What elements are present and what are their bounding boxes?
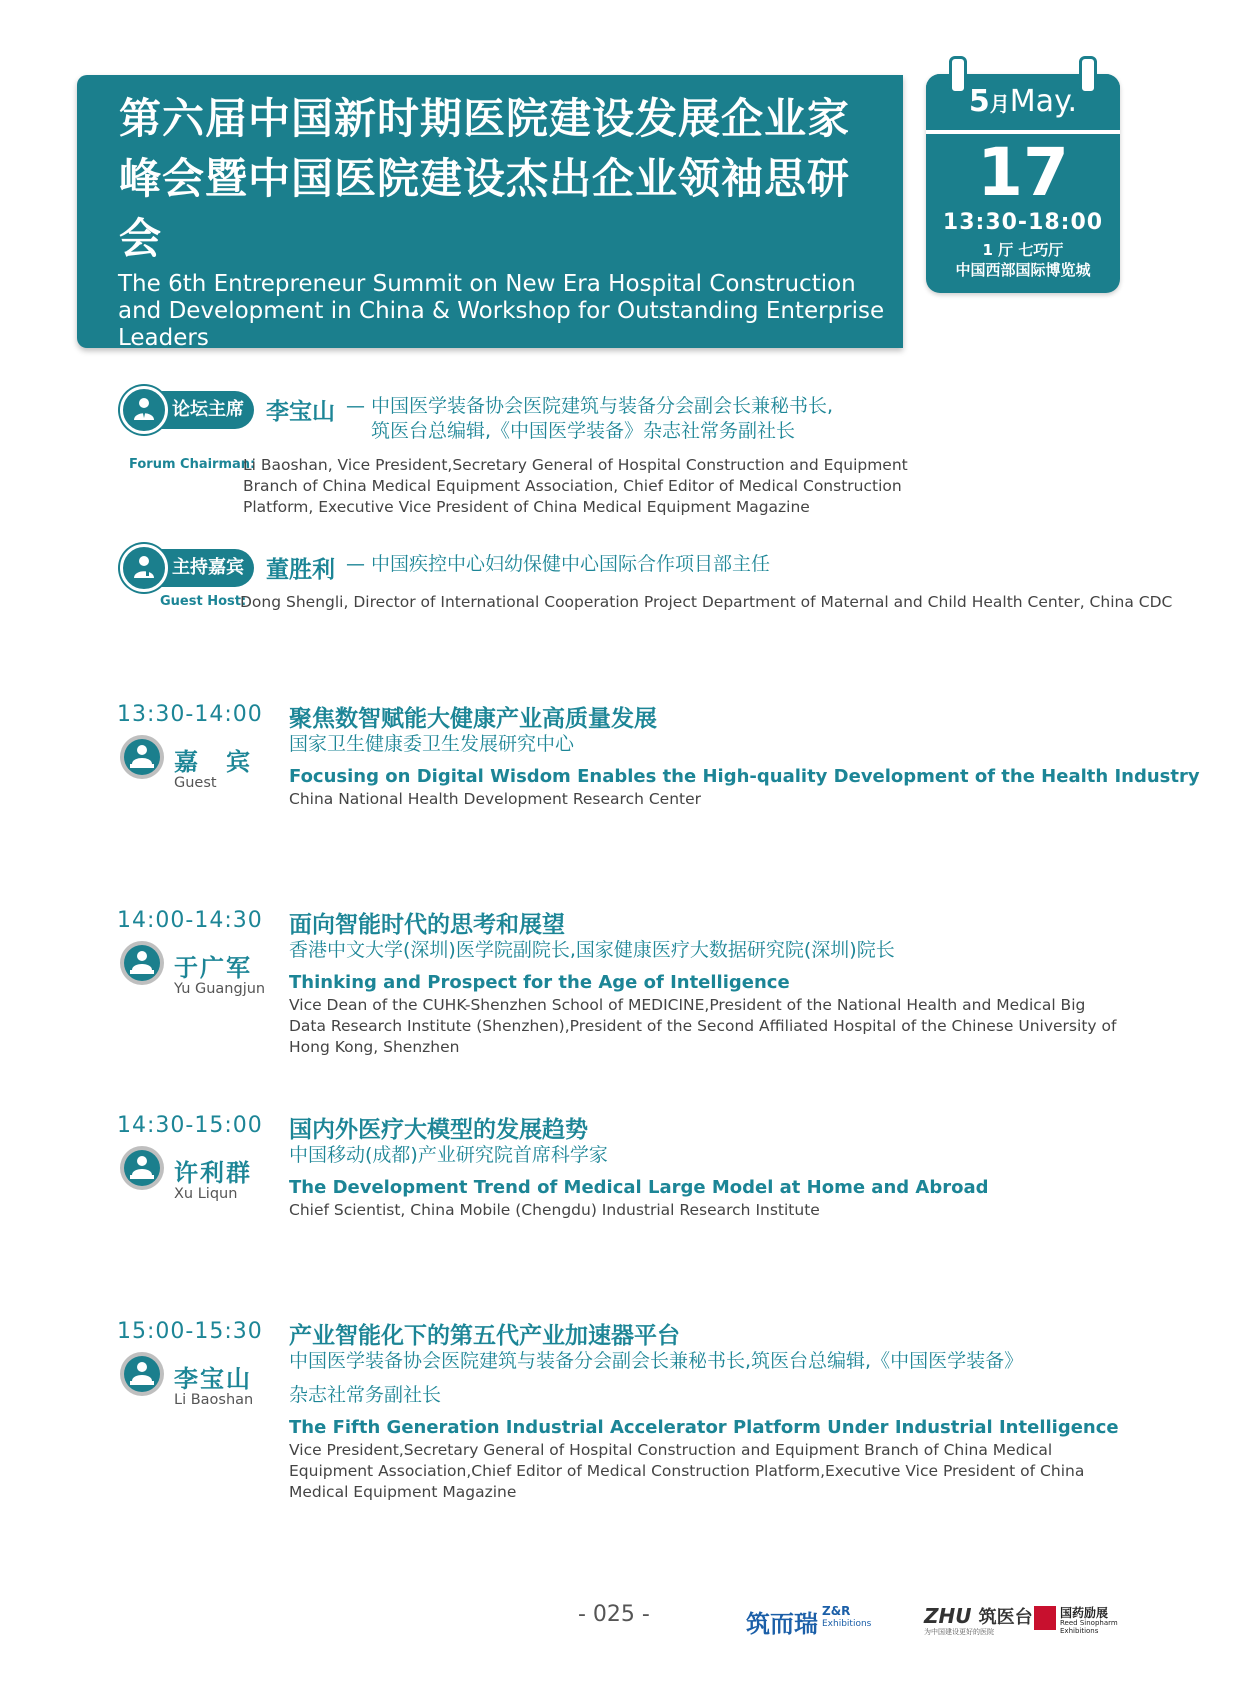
session-org-cn-line2: 杂志社常务副社长 (289, 1384, 442, 1406)
host-desc: 中国疾控中心妇幼保健中心国际合作项目部主任 (371, 553, 771, 575)
event-title-en: The 6th Entrepreneur Summit on New Era Hospital Construction and Development in China & Workshop for Outstanding Enterprise Leaders (118, 271, 885, 351)
chairman-icon (120, 386, 168, 434)
chairman-en-line3: Platform, Executive Vice President of China Medical Equipment Magazine (243, 498, 810, 516)
host-en-label: Guest Host: (160, 594, 247, 609)
hall-name: 1 厅 七巧厅 (982, 241, 1064, 259)
chairman-en-line1: Li Baoshan, Vice President,Secretary General of Hospital Construction and Equipment (243, 456, 908, 474)
host-badge: 主持嘉宾 (124, 549, 254, 587)
calendar-day: 17 (977, 134, 1069, 211)
logo1-en2: Exhibitions (822, 1619, 872, 1629)
calendar-month (926, 84, 1120, 119)
session-time: 13:30-14:00 (117, 702, 263, 727)
session-time: 14:30-15:00 (117, 1113, 263, 1138)
chairman-badge: 论坛主席 (124, 391, 254, 429)
session-title-en: Thinking and Prospect for the Age of Intelligence (289, 972, 790, 993)
speaker-name-en: Xu Liqun (174, 1186, 238, 1202)
venue-name: 中国西部国际博览城 (955, 261, 1091, 279)
session-org-en: China National Health Development Research Center (289, 790, 702, 808)
logo1-cn: 筑而瑞 (746, 1610, 818, 1638)
session-org-en: Vice Dean of the CUHK-Shenzhen School of MEDICINE,President of the National Health and Medical Big Data Research Institute (Shenzhen),President of the Second Affiliated Hospital of the Chinese University of Hong Kong, Shenzhen (289, 996, 1117, 1056)
speaker-name-cn: 嘉 宾 (174, 748, 252, 776)
chairman-dash: — (346, 395, 365, 417)
calendar-time: 13:30-18:00 (942, 210, 1104, 235)
logo3-cn: 国药励展 (1060, 1606, 1109, 1620)
session-title-en: The Fifth Generation Industrial Accelerator Platform Under Industrial Intelligence (289, 1417, 1119, 1438)
reed-mark-icon (1034, 1606, 1056, 1630)
host-icon (120, 544, 168, 592)
calendar-venue (926, 240, 1120, 280)
session-time: 15:00-15:30 (117, 1319, 263, 1344)
logo1-en1: Z&R (822, 1604, 851, 1618)
session-org-cn: 中国移动(成都)产业研究院首席科学家 (289, 1144, 608, 1166)
logo3-en2: Exhibitions (1060, 1627, 1099, 1635)
session-time: 14:00-14:30 (117, 908, 263, 933)
chairman-en-line2: Branch of China Medical Equipment Association, Chief Editor of Medical Construction (243, 477, 902, 495)
speaker-icon (120, 1352, 164, 1396)
logo2-zhu: ZHU (924, 1604, 972, 1628)
session-org-en: Chief Scientist, China Mobile (Chengdu) Industrial Research Institute (289, 1201, 820, 1219)
speaker-name-cn: 于广军 (174, 954, 252, 982)
speaker-icon (120, 941, 164, 985)
session-org-cn: 香港中文大学(深圳)医学院副院长,国家健康医疗大数据研究院(深圳)院长 (289, 939, 895, 961)
month-en: May. (1009, 84, 1078, 119)
speaker-name-en: Guest (174, 775, 217, 791)
event-title-cn: 第六届中国新时期医院建设发展企业家峰会暨中国医院建设杰出企业领袖思研会 (119, 94, 851, 263)
header-banner (77, 75, 903, 351)
speaker-name-cn: 李宝山 (174, 1365, 252, 1393)
session-title-en: Focusing on Digital Wisdom Enables the High-quality Development of the Health Industry (289, 766, 1200, 787)
session-title-cn: 聚焦数智赋能大健康产业高质量发展 (289, 706, 657, 732)
host-en: Dong Shengli, Director of International Cooperation Project Department of Maternal and Child Health Center, China CDC (240, 593, 1173, 611)
logo2-sub: 为中国建设更好的医院 (924, 1628, 994, 1636)
month-number: 5 (968, 84, 990, 119)
session-title-en: The Development Trend of Medical Large Model at Home and Abroad (289, 1177, 989, 1198)
session-title-cn: 国内外医疗大模型的发展趋势 (289, 1117, 588, 1143)
session-title-cn: 产业智能化下的第五代产业加速器平台 (289, 1323, 680, 1349)
speaker-name-cn: 许利群 (174, 1159, 252, 1187)
page-number: - 025 - (578, 1602, 650, 1627)
host-dash: — (346, 553, 365, 575)
chairman-en-label: Forum Chairman: (129, 457, 256, 472)
zr-exhibitions-logo (746, 1604, 872, 1639)
session-org-cn: 国家卫生健康委卫生发展研究中心 (289, 733, 575, 755)
session-org-cn: 中国医学装备协会医院建筑与装备分会副会长兼秘书长,筑医台总编辑,《中国医学装备》 (289, 1350, 1024, 1372)
speaker-icon (120, 1146, 164, 1190)
host-name: 董胜利 (266, 557, 335, 583)
month-cn: 月 (989, 92, 1010, 116)
date-calendar (926, 74, 1120, 293)
speaker-name-en: Yu Guangjun (174, 981, 266, 997)
chairman-name: 李宝山 (266, 399, 335, 425)
chairman-desc-line2: 筑医台总编辑,《中国医学装备》杂志社常务副社长 (371, 420, 796, 442)
zhu-yitai-logo (924, 1603, 1033, 1637)
session-org-en: Vice President,Secretary General of Hospital Construction and Equipment Branch of China Medical Equipment Association,Chief Editor of Medical Construction Platform,Executive Vice President of China Medical Equipment Magazine (289, 1441, 1085, 1501)
speaker-icon (120, 735, 164, 779)
logo2-yitai: 筑医台 (978, 1607, 1033, 1628)
chairman-desc-line1: 中国医学装备协会医院建筑与装备分会副会长兼秘书长, (371, 395, 834, 417)
logo3-en1: Reed Sinopharm (1060, 1619, 1118, 1627)
speaker-name-en: Li Baoshan (174, 1392, 254, 1408)
session-title-cn: 面向智能时代的思考和展望 (289, 912, 565, 938)
